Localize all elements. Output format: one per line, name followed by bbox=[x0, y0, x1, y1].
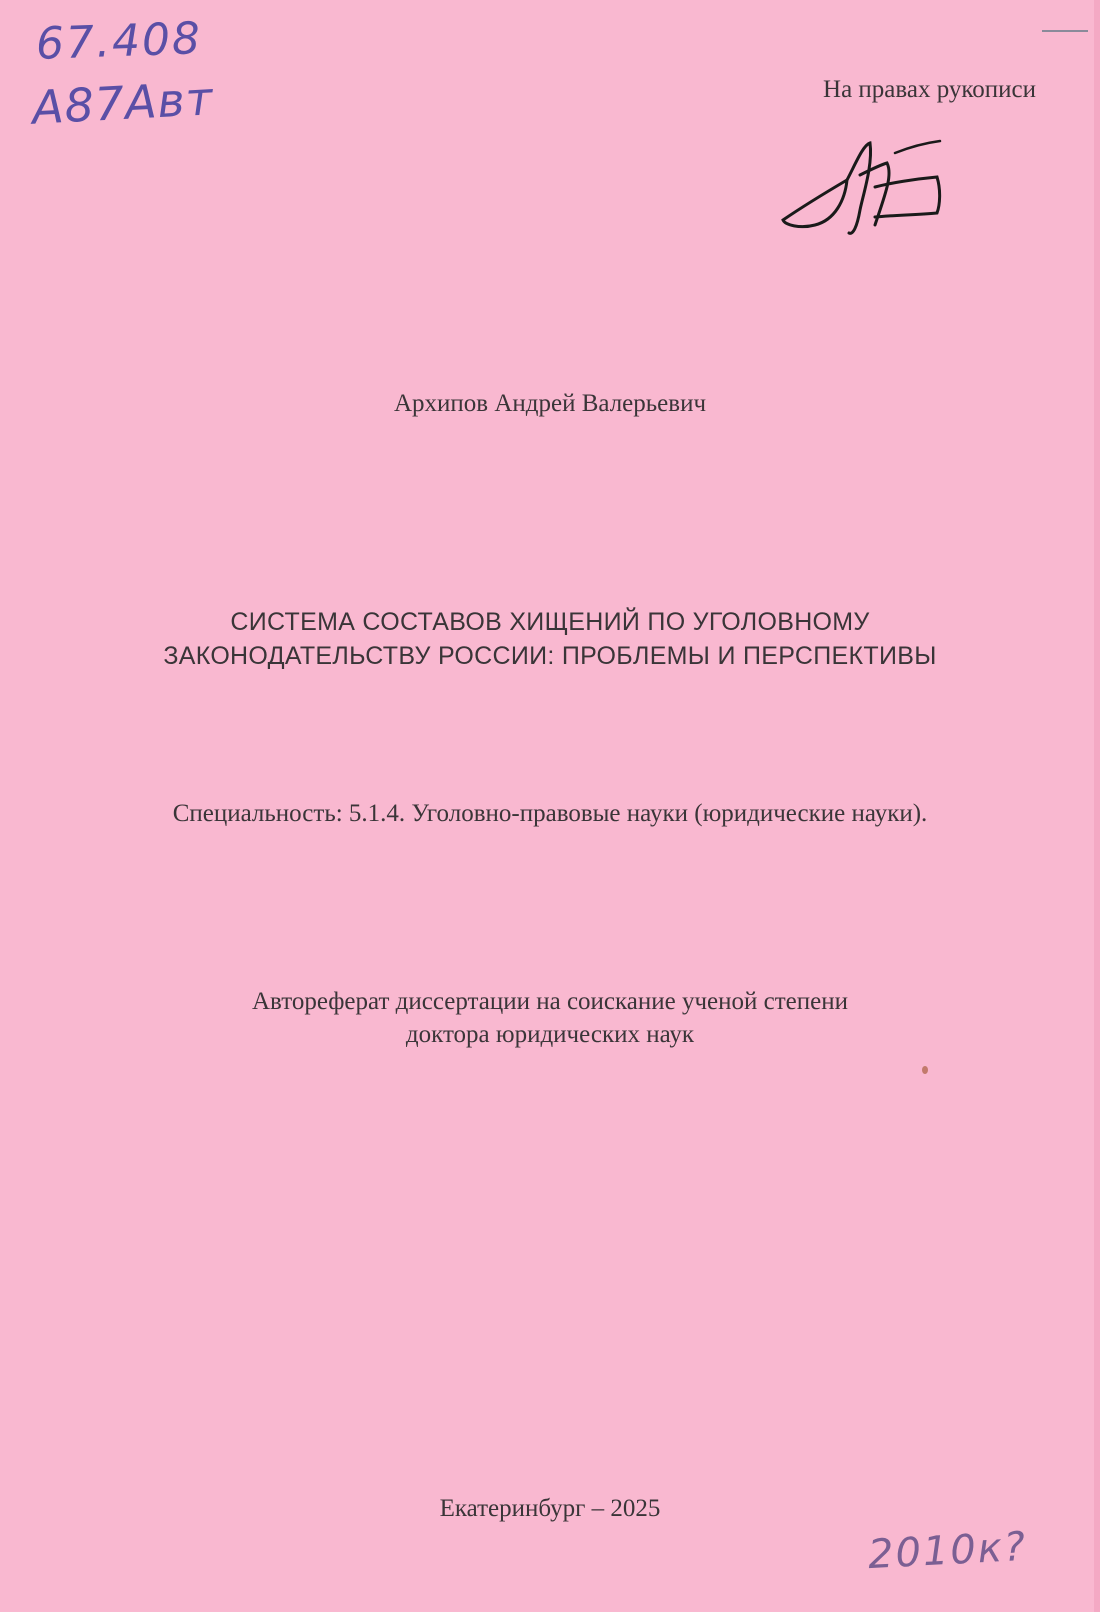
handwritten-shelf-code: А87Авт bbox=[30, 71, 215, 135]
handwritten-catalog-number: 67.408 bbox=[35, 13, 203, 70]
rights-note: На правах рукописи bbox=[823, 76, 1036, 103]
title-line-2: ЗАКОНОДАТЕЛЬСТВУ РОССИИ: ПРОБЛЕМЫ И ПЕРСПЕКТИВЫ bbox=[163, 642, 937, 670]
handwritten-inventory-number: 2010к? bbox=[866, 1523, 1029, 1579]
abstract-line-1: Автореферат диссертации на соискание ученой степени bbox=[251, 988, 849, 1015]
title-line-1: СИСТЕМА СОСТАВОВ ХИЩЕНИЙ ПО УГОЛОВНОМУ bbox=[230, 608, 870, 636]
city-year: Екатеринбург – 2025 bbox=[439, 1495, 661, 1522]
author-name: Архипов Андрей Валерьевич bbox=[393, 390, 707, 417]
pencil-mark bbox=[1042, 30, 1088, 32]
dissertation-title bbox=[0, 605, 1100, 673]
abstract-description bbox=[0, 985, 1100, 1051]
paper-speck bbox=[922, 1066, 928, 1074]
specialty: Специальность: 5.1.4. Уголовно-правовые науки (юридические науки). bbox=[172, 800, 928, 827]
signature-icon bbox=[775, 135, 975, 245]
abstract-line-2: доктора юридических наук bbox=[405, 1021, 695, 1048]
